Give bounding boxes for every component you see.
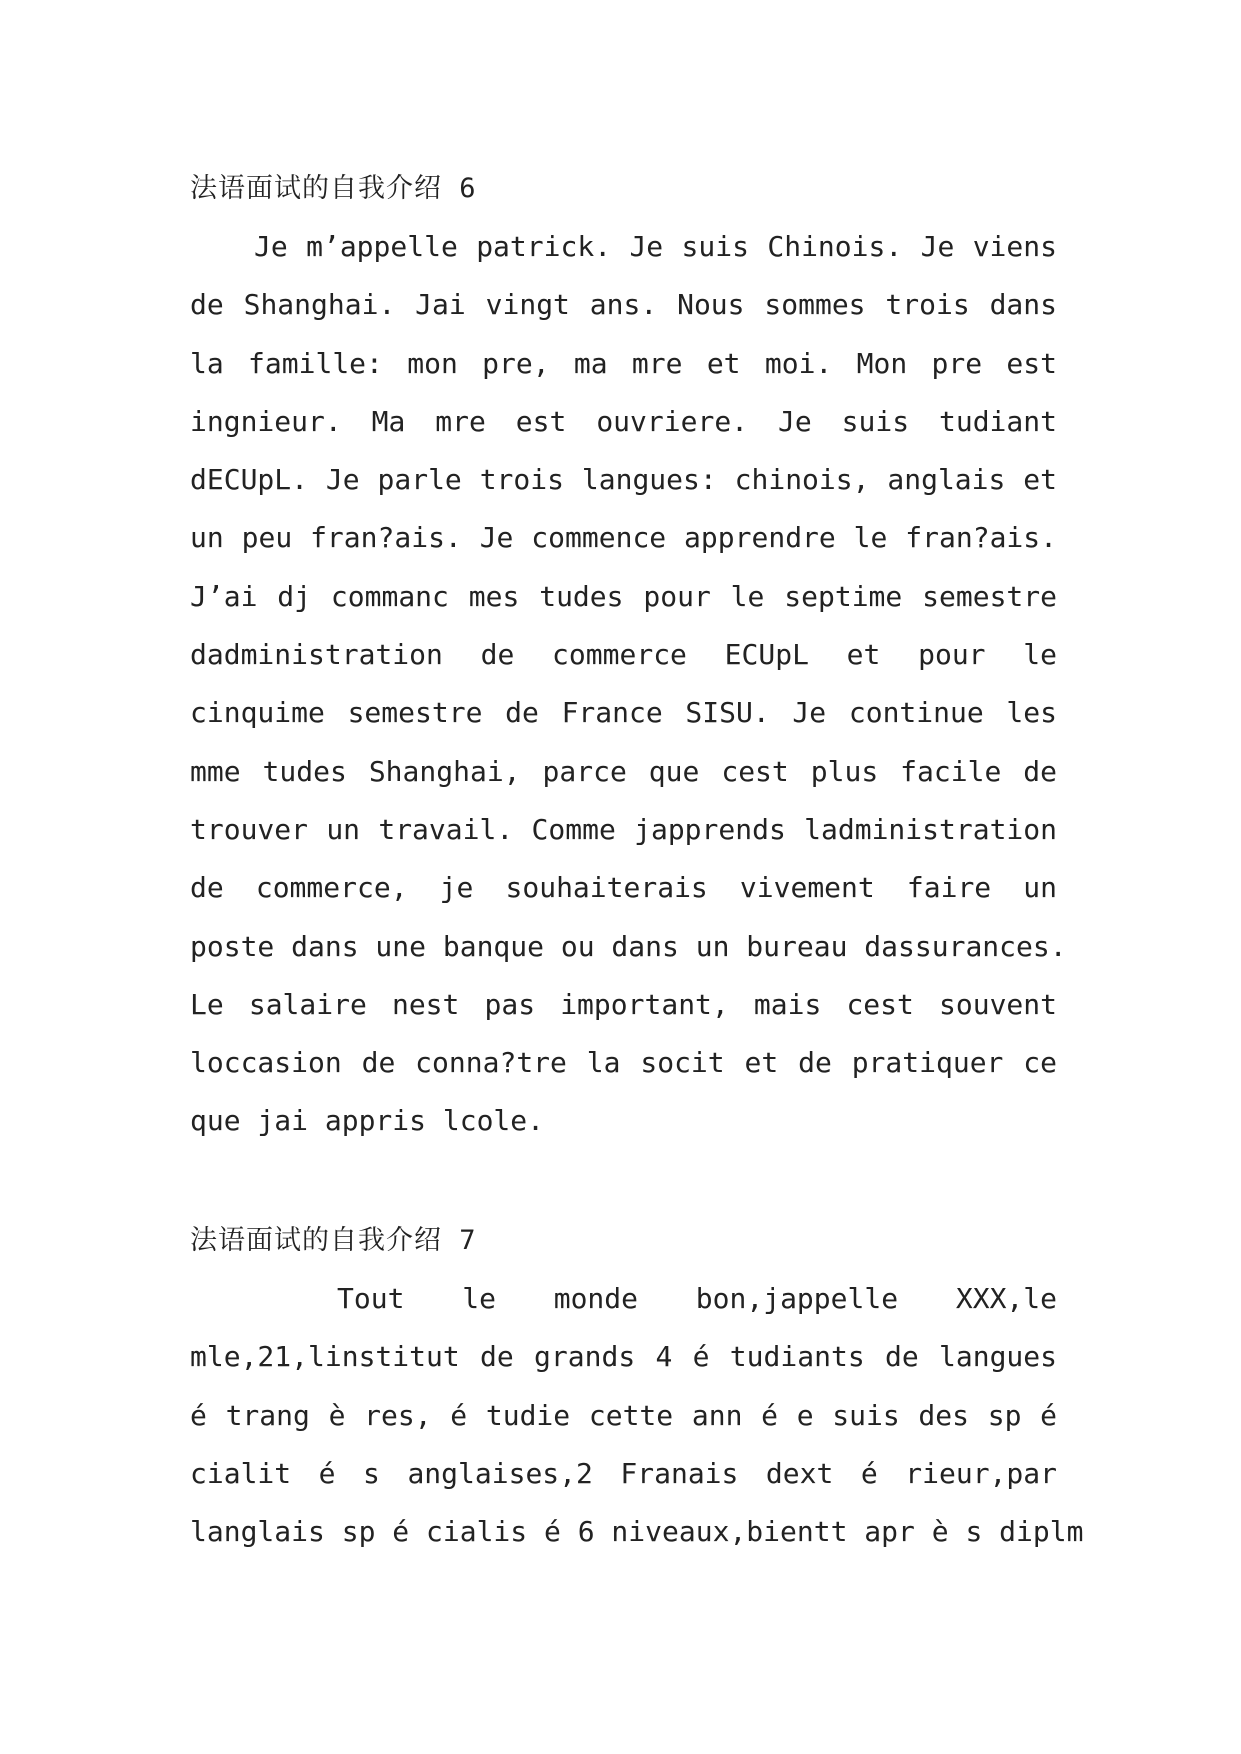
section-paragraph (190, 1270, 1084, 1561)
section-heading: 法语面试的自我介绍 6 (190, 173, 477, 204)
paragraph-line: J’ai dj commanc mes tudes pour le septime semestre (190, 579, 1057, 613)
paragraph-line: Le salaire nest pas important, mais cest souvent (190, 987, 1057, 1021)
paragraph-line: Je m’appelle patrick. Je suis Chinois. Je viens (254, 230, 1057, 263)
section-introduction-6 (190, 160, 1067, 1151)
paragraph-line: cialit é s anglaises,2 Franais dext é rieur,par (190, 1456, 1057, 1490)
paragraph-line: de commerce, je souhaiterais vivement faire un (190, 871, 1057, 905)
paragraph-line: cinquime semestre de France SISU. Je continue les (190, 696, 1057, 730)
paragraph-line: mle,21,linstitut de grands 4 é tudiants de langues (190, 1340, 1057, 1374)
paragraph-line: de Shanghai. Jai vingt ans. Nous sommes trois dans (190, 288, 1057, 322)
section-introduction-7 (190, 1212, 1084, 1561)
paragraph-line: é trang è res, é tudie cette ann é e suis des sp é (190, 1398, 1057, 1432)
paragraph-line: poste dans une banque ou dans un bureau dassurances. (190, 929, 1067, 963)
paragraph-line: un peu fran?ais. Je commence apprendre le fran?ais. (190, 521, 1057, 555)
section-paragraph (190, 218, 1067, 1151)
paragraph-line: trouver un travail. Comme japprends ladministration (190, 812, 1057, 846)
paragraph-line: dECUpL. Je parle trois langues: chinois, anglais et (190, 463, 1057, 497)
section-heading: 法语面试的自我介绍 7 (190, 1225, 477, 1256)
paragraph-line: ingnieur. Ma mre est ouvriere. Je suis tudiant (190, 404, 1057, 438)
paragraph-line: mme tudes Shanghai, parce que cest plus facile de (190, 754, 1057, 788)
paragraph-line: dadministration de commerce ECUpL et pour le (190, 638, 1057, 672)
paragraph-line: la famille: mon pre, ma mre et moi. Mon pre est (190, 346, 1057, 380)
paragraph-line: que jai appris lcole. (190, 1104, 545, 1138)
paragraph-line: Tout le monde bon,jappelle XXX,le (337, 1282, 1057, 1315)
paragraph-line: loccasion de conna?tre la socit et de pratiquer ce (190, 1046, 1057, 1080)
paragraph-line: langlais sp é cialis é 6 niveaux,bientt apr è s diplm (190, 1515, 1084, 1549)
